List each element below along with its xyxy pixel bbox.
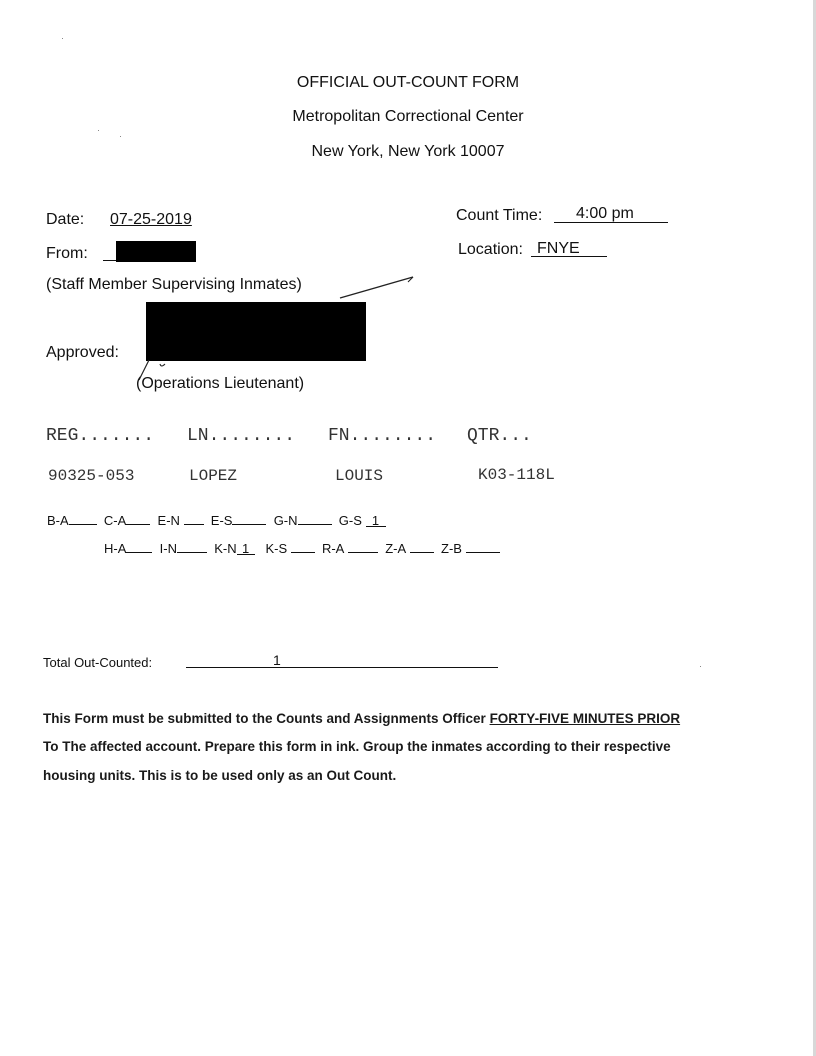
- last-name: LOPEZ: [189, 467, 238, 485]
- count-time-value: 4:00 pm: [576, 205, 634, 222]
- unit-code: Z-B: [441, 541, 462, 556]
- institution-name: Metropolitan Correctional Center: [292, 108, 524, 125]
- unit-count: [232, 513, 266, 525]
- redaction-block: [146, 302, 366, 361]
- unit-count: [348, 541, 378, 553]
- count-time-label: Count Time:: [456, 207, 543, 224]
- first-name: LOUIS: [335, 467, 384, 485]
- unit-count: [126, 541, 152, 553]
- unit-code: G-S: [338, 513, 362, 528]
- unit-code: C-A: [103, 513, 127, 528]
- unit-code: R-A: [321, 541, 345, 556]
- unit-count: [126, 513, 150, 525]
- unit-count: [298, 513, 332, 525]
- from-line: [103, 260, 117, 261]
- unit-code: B-A: [47, 513, 69, 528]
- form-title: OFFICIAL OUT-COUNT FORM: [296, 74, 520, 91]
- housing-row-2: [104, 541, 500, 556]
- unit-count: 1: [366, 515, 386, 527]
- roster-header-fn: FN........: [328, 426, 437, 446]
- unit-code: G-N: [273, 513, 298, 528]
- date-label: Date:: [46, 211, 85, 228]
- unit-count: [410, 541, 434, 553]
- unit-code: K-S: [265, 541, 288, 556]
- staff-note: (Staff Member Supervising Inmates): [46, 276, 302, 293]
- reg-number: 90325-053: [48, 467, 135, 485]
- total-value: 1: [273, 652, 281, 668]
- roster-header-ln: LN........: [187, 426, 296, 446]
- unit-code: K-N: [214, 541, 237, 556]
- unit-code: Z-A: [385, 541, 407, 556]
- housing-row-1: [47, 513, 386, 528]
- unit-count: [177, 541, 207, 553]
- location-label: Location:: [458, 241, 523, 258]
- unit-count: [291, 541, 315, 553]
- from-label: From:: [46, 245, 88, 262]
- unit-count: [466, 541, 500, 553]
- total-label: Total Out-Counted:: [43, 655, 153, 670]
- instruction-line-1: [43, 711, 680, 726]
- unit-code: H-A: [104, 541, 127, 556]
- instruction-line-3: housing units. This is to be used only as an Out Count.: [43, 768, 397, 783]
- unit-count: 1: [237, 543, 255, 555]
- unit-code: I-N: [159, 541, 177, 556]
- roster-header-qtr: QTR...: [467, 426, 532, 446]
- instruction-text: This Form must be submitted to the Counts and Assignments Officer: [43, 711, 486, 726]
- institution-city: New York, New York 10007: [311, 143, 505, 160]
- scan-speck: [700, 666, 701, 667]
- total-line: [186, 667, 498, 668]
- unit-count: [69, 513, 97, 525]
- unit-code: E-N: [157, 513, 180, 528]
- date-value: 07-25-2019: [110, 211, 192, 228]
- instruction-line-2: To The affected account. Prepare this form in ink. Group the inmates according to their respective: [43, 739, 671, 754]
- unit-count: [184, 513, 204, 525]
- location-value: FNYE: [537, 240, 580, 257]
- scan-speck: [62, 38, 63, 39]
- scan-speck: [120, 136, 121, 137]
- approved-label: Approved:: [46, 344, 119, 361]
- quarters: K03-118L: [478, 466, 555, 484]
- lieutenant-note: (Operations Lieutenant): [136, 375, 305, 392]
- deadline-emphasis: FORTY-FIVE MINUTES PRIOR: [489, 711, 681, 726]
- roster-header-reg: REG.......: [46, 426, 155, 446]
- redaction-block: [116, 241, 196, 262]
- scan-speck: [98, 130, 99, 131]
- unit-code: E-S: [210, 513, 233, 528]
